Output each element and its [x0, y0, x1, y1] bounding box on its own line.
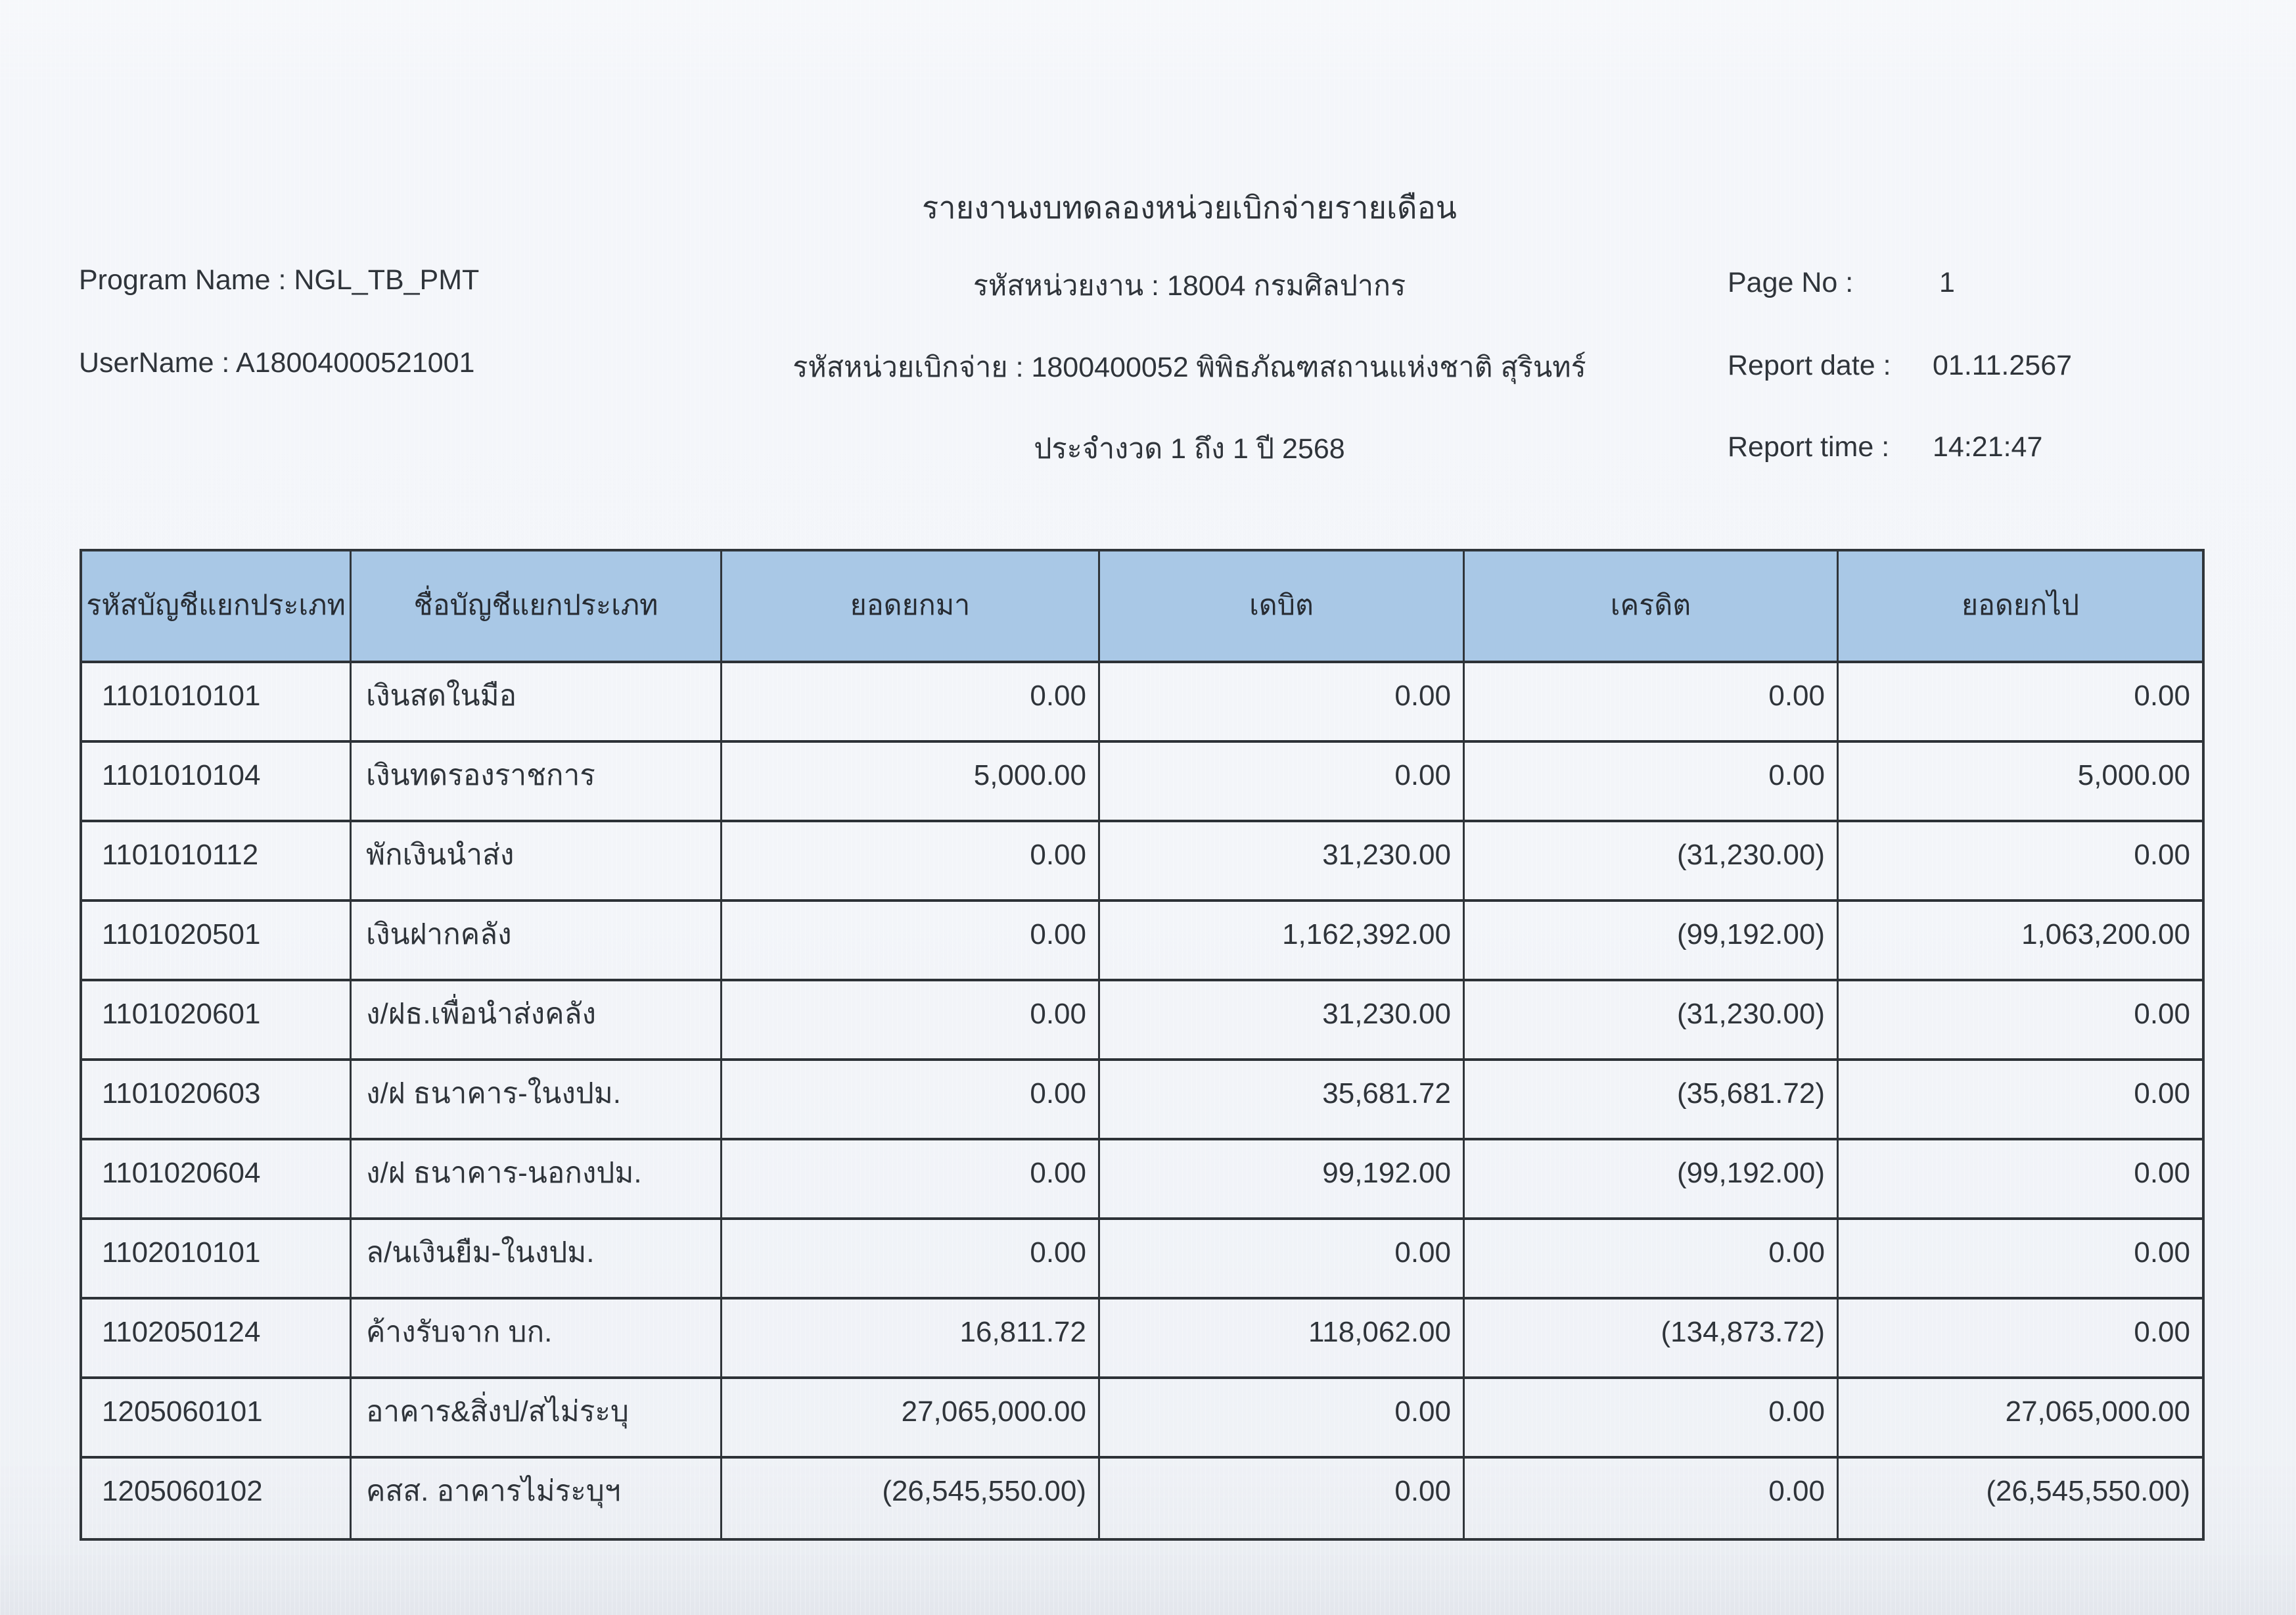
debit-cell: 0.00 [1100, 1459, 1465, 1538]
carry-out-cell: 0.00 [1839, 1061, 2202, 1140]
debit-cell: 0.00 [1100, 1379, 1465, 1459]
carry-out-cell: 0.00 [1839, 663, 2202, 743]
carry-forward-cell: 16,811.72 [722, 1299, 1100, 1379]
account-name-cell: พักเงินนำส่ง [352, 822, 722, 902]
report-time-value: 14:21:47 [1933, 431, 2043, 463]
page-no-value: 1 [1939, 267, 1955, 298]
carry-forward-cell: 0.00 [722, 902, 1100, 981]
page-no-label: Page No : [1728, 267, 1854, 298]
debit-cell: 31,230.00 [1100, 981, 1465, 1061]
trial-balance-table [80, 549, 2205, 1541]
debit-cell: 99,192.00 [1100, 1140, 1465, 1220]
credit-cell: 0.00 [1465, 663, 1839, 743]
account-name-cell: เงินทดรองราชการ [352, 743, 722, 822]
account-code-cell: 1102050124 [82, 1299, 352, 1379]
account-name-cell: คสส. อาคารไม่ระบุฯ [352, 1459, 722, 1538]
report-date-label: Report date : [1728, 350, 1891, 381]
carry-out-cell: (26,545,550.00) [1986, 1475, 2190, 1507]
credit-cell: 0.00 [1465, 743, 1839, 822]
debit-cell: 35,681.72 [1100, 1061, 1465, 1140]
column-header-account-code: รหัสบัญชีแยกประเภท [82, 551, 352, 663]
carry-forward-cell: (26,545,550.00) [722, 1459, 1100, 1538]
account-name-cell: เงินฝากคลัง [352, 902, 722, 981]
report-date-value: 01.11.2567 [1933, 350, 2073, 381]
account-name-cell: อาคาร&สิ่งป/สไม่ระบุ [352, 1379, 722, 1459]
debit-cell: 0.00 [1100, 1220, 1465, 1299]
disbursement-unit: รหัสหน่วยเบิกจ่าย : 1800400052 พิพิธภัณฑสถานแห่งชาติ สุรินทร์ [792, 352, 1586, 383]
debit-cell: 118,062.00 [1100, 1299, 1465, 1379]
account-name-cell: ล/นเงินยืม-ในงปม. [352, 1220, 722, 1299]
account-name-cell: เงินสดในมือ [352, 663, 722, 743]
column-header-debit: เดบิต [1100, 551, 1465, 663]
program-name: Program Name : NGL_TB_PMT [79, 264, 480, 296]
page-title: รายงานงบทดลองหน่วยเบิกจ่ายรายเดือน [922, 190, 1457, 225]
carry-forward-cell: 0.00 [722, 822, 1100, 902]
carry-out-cell: 1,063,200.00 [1839, 902, 2202, 981]
credit-cell: 0.00 [1465, 1220, 1839, 1299]
account-code-cell: 1101020604 [82, 1140, 352, 1220]
credit-cell: (31,230.00) [1465, 822, 1839, 902]
carry-out-cell: 27,065,000.00 [1839, 1379, 2202, 1459]
carry-out-cell: 0.00 [1839, 1220, 2202, 1299]
carry-forward-cell: 0.00 [722, 1220, 1100, 1299]
credit-cell: (134,873.72) [1465, 1299, 1839, 1379]
debit-cell: 1,162,392.00 [1100, 902, 1465, 981]
column-header-account-name: ชื่อบัญชีแยกประเภท [352, 551, 722, 663]
account-code-cell: 1205060101 [82, 1379, 352, 1459]
account-code-cell: 1101020501 [82, 902, 352, 981]
carry-out-cell: 0.00 [1839, 981, 2202, 1061]
carry-out-cell: 0.00 [1839, 1299, 2202, 1379]
credit-cell: 0.00 [1465, 1379, 1839, 1459]
report-time-label: Report time : [1728, 431, 1890, 463]
carry-out-cell: 0.00 [1839, 1140, 2202, 1220]
account-name-cell: ง/ฝ ธนาคาร-นอกงปม. [352, 1140, 722, 1220]
account-name-cell: ง/ฝธ.เพื่อนำส่งคลัง [352, 981, 722, 1061]
debit-cell: 0.00 [1100, 663, 1465, 743]
carry-forward-cell: 0.00 [722, 663, 1100, 743]
debit-cell: 31,230.00 [1100, 822, 1465, 902]
carry-forward-cell: 0.00 [722, 1140, 1100, 1220]
agency-code: รหัสหน่วยงาน : 18004 กรมศิลปากร [973, 270, 1406, 302]
column-header-credit: เครดิต [1465, 551, 1839, 663]
column-header-carry-forward-out: ยอดยกไป [1839, 551, 2202, 663]
account-code-cell: 1101010104 [82, 743, 352, 822]
carry-forward-cell: 5,000.00 [722, 743, 1100, 822]
account-name-cell: ค้างรับจาก บก. [352, 1299, 722, 1379]
debit-cell: 0.00 [1100, 743, 1465, 822]
account-code-cell: 1101010112 [82, 822, 352, 902]
account-code-cell: 1101020601 [82, 981, 352, 1061]
account-name-cell: ง/ฝ ธนาคาร-ในงปม. [352, 1061, 722, 1140]
account-code-cell: 1101020603 [82, 1061, 352, 1140]
credit-cell: (31,230.00) [1465, 981, 1839, 1061]
carry-forward-cell: 0.00 [722, 981, 1100, 1061]
account-code-cell: 1102010101 [82, 1220, 352, 1299]
credit-cell: (99,192.00) [1465, 902, 1839, 981]
period: ประจำงวด 1 ถึง 1 ปี 2568 [1034, 433, 1345, 465]
credit-cell: (99,192.00) [1465, 1140, 1839, 1220]
carry-out-cell: 0.00 [1839, 822, 2202, 902]
credit-cell: 0.00 [1465, 1459, 1839, 1538]
carry-forward-cell: 0.00 [722, 1061, 1100, 1140]
column-header-carry-forward-in: ยอดยกมา [722, 551, 1100, 663]
account-code-cell: 1101010101 [82, 663, 352, 743]
username: UserName : A18004000521001 [79, 347, 475, 379]
account-code-cell: 1205060102 [82, 1459, 352, 1538]
carry-forward-cell: 27,065,000.00 [722, 1379, 1100, 1459]
credit-cell: (35,681.72) [1465, 1061, 1839, 1140]
carry-out-cell: 5,000.00 [1839, 743, 2202, 822]
